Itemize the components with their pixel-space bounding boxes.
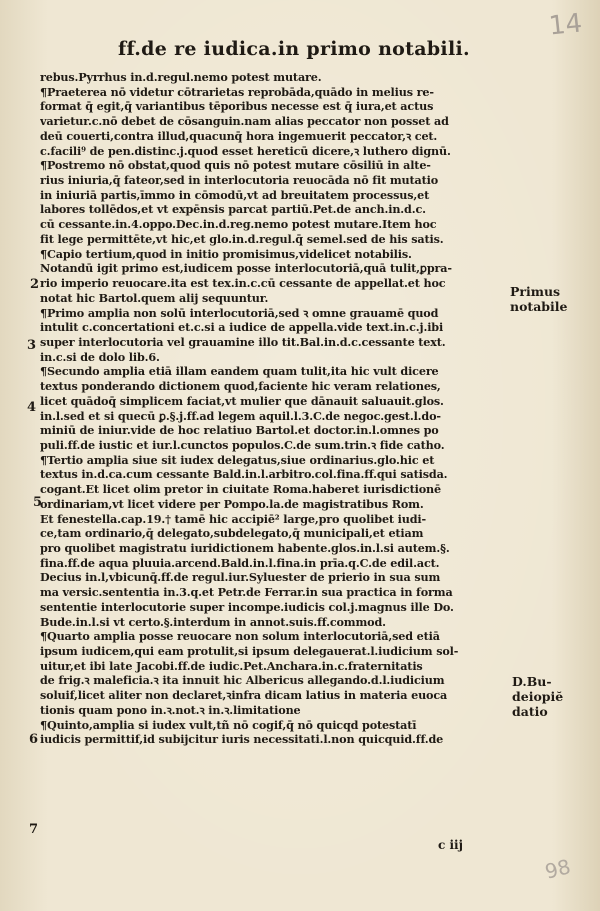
text-line: ipsum iudicem,qui eam protulit,si ipsum delegauerat.l.iudicium sol- [40,644,459,659]
text-line: ¶Postremo nō obstat,quod quis nō potest mutare cōsiliū in alte- [40,158,431,173]
text-line: licet quādoq̄ simplicem faciat,vt mulier que dānauit saluauit.glos. [40,393,444,408]
pencil-page-number: 14 [547,8,584,42]
margin-number-6: 6 [29,732,39,747]
text-line: deū couerti,contra illud,quacunq̄ hora ingemuerit peccator,ꝛ cet. [40,128,438,143]
margin-number-7: 7 [29,822,39,837]
text-line: Decius in.l,vbicunq̄.ff.de regul.iur.Syluester de prierio in sua sum [40,570,441,585]
text-line: rebus.Pyrrhus in.d.regul.nemo potest mutare. [40,70,322,84]
text-line: intulit c.concertationi et.c.si a iudice de appella.vide text.in.c.j.ibi [40,320,444,335]
text-line: sententie interlocutorie super incompe.iudicis col.j.magnus ille Do. [40,599,454,614]
text-line: ce,tam ordinario,q̄ delegato,subdelegato,q̄ municipali,et etiam [40,526,424,541]
gloss-line: datio [512,704,548,719]
main-text-column [40,70,500,747]
pencil-note: 98 [542,854,573,884]
text-line: fina.ff.de aqua pluuia.arcend.Bald.in.l.fina.in prīa.q.C.de edil.act. [40,555,440,570]
gloss-line: D.Bu- [512,674,552,689]
text-line: ¶Capio tertium,quod in initio promisimus,videlicet notabilis. [40,246,412,261]
text-line: super interlocutoria vel grauamine illo tit.Bal.in.d.c.cessante text. [40,334,446,349]
margin-number-5: 5 [33,495,43,510]
text-line: ¶Tertio amplia siue sit iudex delegatus,siue ordinarius.glo.hic et [40,452,435,467]
text-line: Bude.in.l.si vt certo.§.interdum in annot.suis.ff.commod. [40,614,386,629]
margin-gloss-budaeus [512,674,563,719]
margin-number-4: 4 [27,400,37,415]
margin-number-3: 3 [27,338,37,353]
text-line: in.c.si de dolo lib.6. [40,349,160,364]
gloss-line: Primus [510,284,561,299]
text-line: Et fenestella.cap.19.† tamē hic accipiē² large,pro quolibet iudi- [40,511,427,526]
text-line: textus ponderando dictionem quod,faciente hic veram relationes, [40,379,441,394]
catchword-signature: c iij [438,838,463,852]
text-line: ¶Primo amplia non solū interlocutoriā,sed ꝛ omne grauamē quod [40,305,439,320]
text-line: ¶Secundo amplia etiā illam eandem quam tulit,ita hic vult dicere [40,364,439,379]
text-line: textus in.d.ca.cum cessante Bald.in.l.arbitro.col.fina.ff.qui satisda. [40,467,448,482]
text-line: ¶Quinto,amplia si iudex vult,tñ nō cogif,q̄ nō quicqd potestatī [40,717,417,732]
margin-gloss-primus [510,284,568,314]
text-line: cogant.Et licet olim pretor in ciuitate Roma.haberet iurisdictionē [40,482,441,497]
text-line: in iniuriā partis,īmmo in cōmodū,vt ad breuitatem processus,et [40,187,430,202]
text-line: puli.ff.de iustic et iur.l.cunctos populos.C.de sum.trin.ꝛ fide catho. [40,437,445,452]
text-line: cū cessante.in.4.oppo.Dec.in.d.reg.nemo potest mutare.Item hoc [40,217,437,232]
text-line: rio imperio reuocare.ita est tex.in.c.cū cessante de appellat.et hoc [40,276,446,291]
margin-number-2: 2 [30,277,40,292]
text-line: soluif,licet aliter non declaret,ꝛinfra dicam latius in materia euoca [40,688,448,703]
text-line: varietur.c.nō debet de cōsanguin.nam alias peccator non posset ad [40,114,449,129]
text-line: rius iniuria,q̄ fateor,sed in interlocutoria reuocāda nō fit mutatio [40,173,439,188]
text-line: ordinariam,vt licet videre per Pompo.la.de magistratibus Rom. [40,496,424,511]
text-line: pro quolibet magistratu iuridictionem habente.glos.in.l.si autem.§. [40,541,450,555]
text-line: format q̄ egit,q̄ variantibus tēporibus necesse est q̄ iura,et actus [40,99,434,114]
text-line: uitur,et ibi late Jacobi.ff.de iudic.Pet.Anchara.in.c.fraternitatis [40,658,423,673]
text-line: iudicis permittif,id subijcitur iuris necessitati.l.non quicquid.ff.de [40,732,444,747]
text-line: ¶Quarto amplia posse reuocare non solum interlocutoriā,sed etiā [40,629,440,644]
text-line: ma versic.sententia in.3.q.et Petr.de Ferrar.in sua practica in forma [40,585,453,600]
text-line: tionis quam pono in.ꝛ.not.ꝛ in.ꝛ.limitatione [40,702,301,717]
gloss-line: deiopiĕ [512,689,564,704]
text-line: notat hic Bartol.quem alij sequuntur. [40,290,269,305]
gloss-line: notabile [510,299,568,314]
text-line: Notandū igit primo est,iudicem posse interlocutoriā,quā tulit,ꝑpra- [40,261,452,276]
text-line: ¶Praeterea nō videtur cōtrarietas reprobāda,quādo in melius re- [40,84,434,99]
text-line: miniū de iniur.vide de hoc relatiuo Bartol.et doctor.in.l.omnes po [40,423,439,438]
text-line: in.l.sed et si quecū ꝑ.§.j.ff.ad legem aquil.l.3.C.de negoc.gest.l.do- [40,408,441,423]
text-line: de frig.ꝛ maleficia.ꝛ ita innuit hic Albericus allegando.d.l.iudicium [40,673,445,688]
running-header: ff.de re iudica.in primo notabili. [118,38,470,60]
text-line: c.facili⁹ de pen.distinc.j.quod esset hereticū dicere,ꝛ luthero dignū. [40,143,451,158]
text-line: fit lege permittēte,vt hic,et glo.in.d.regul.q̄ semel.sed de his satis. [40,231,444,246]
text-line: labores tollēdos,et vt expēnsis parcat partiū.Pet.de anch.in.d.c. [40,202,426,217]
